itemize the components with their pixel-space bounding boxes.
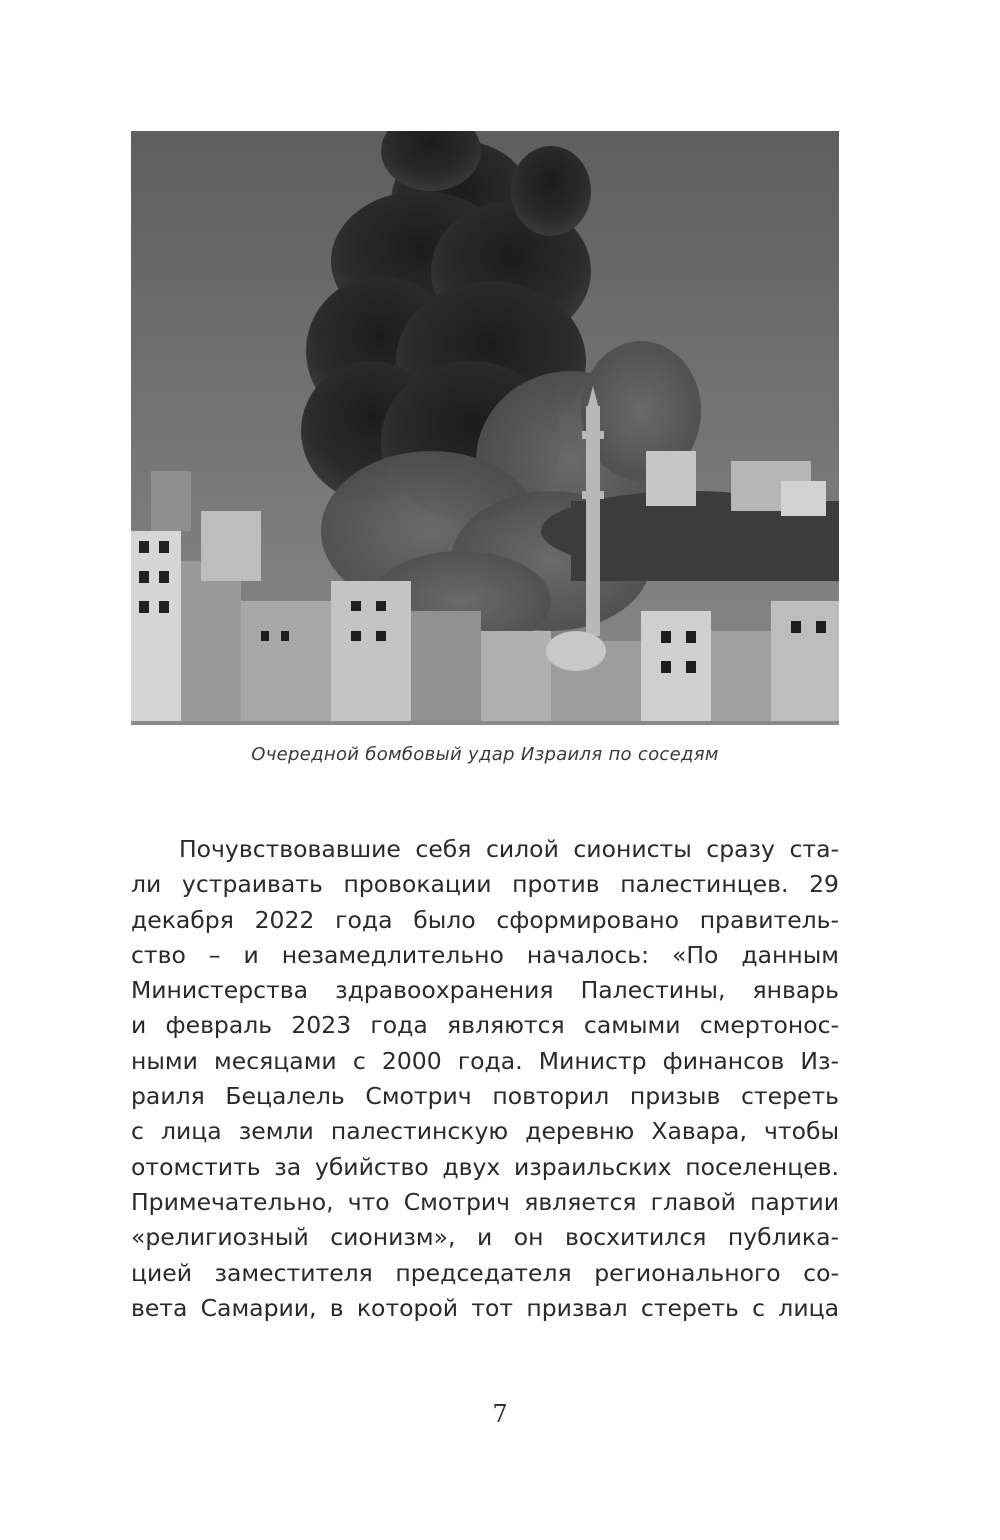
body-paragraph (131, 832, 839, 1326)
text-line: и февраль 2023 года являются самыми смертонос- (131, 1011, 839, 1040)
text-line: декабря 2022 года было сформировано правитель- (131, 905, 839, 934)
text-line: Министерства здравоохранения Палестины, январь (131, 976, 839, 1005)
page-number: 7 (492, 1400, 508, 1428)
text-line: раиля Бецалель Смотрич повторил призыв стереть (131, 1082, 839, 1111)
explosion-photo (131, 131, 839, 725)
text-line: ли устраивать провокации против палестинцев. 29 (131, 870, 839, 899)
figure-caption: Очередной бомбовый удар Израиля по соседям (251, 744, 719, 765)
text-line: «религиозный сионизм», и он восхитился публика- (131, 1223, 839, 1252)
text-line: с лица земли палестинскую деревню Хавара, чтобы (131, 1117, 839, 1146)
text-line: вета Самарии, в которой тот призвал стереть с лица (131, 1293, 839, 1322)
text-line: ными месяцами с 2000 года. Министр финансов Из- (131, 1046, 839, 1075)
text-line: цией заместителя председателя регионального со- (131, 1258, 839, 1287)
text-line: Почувствовавшие себя силой сионисты сразу ста- (179, 835, 839, 863)
text-line: ство – и незамедлительно началось: «По данным (131, 940, 839, 969)
text-line: Примечательно, что Смотрич является главой партии (131, 1187, 839, 1216)
text-line: отомстить за убийство двух израильских поселенцев. (131, 1152, 839, 1181)
